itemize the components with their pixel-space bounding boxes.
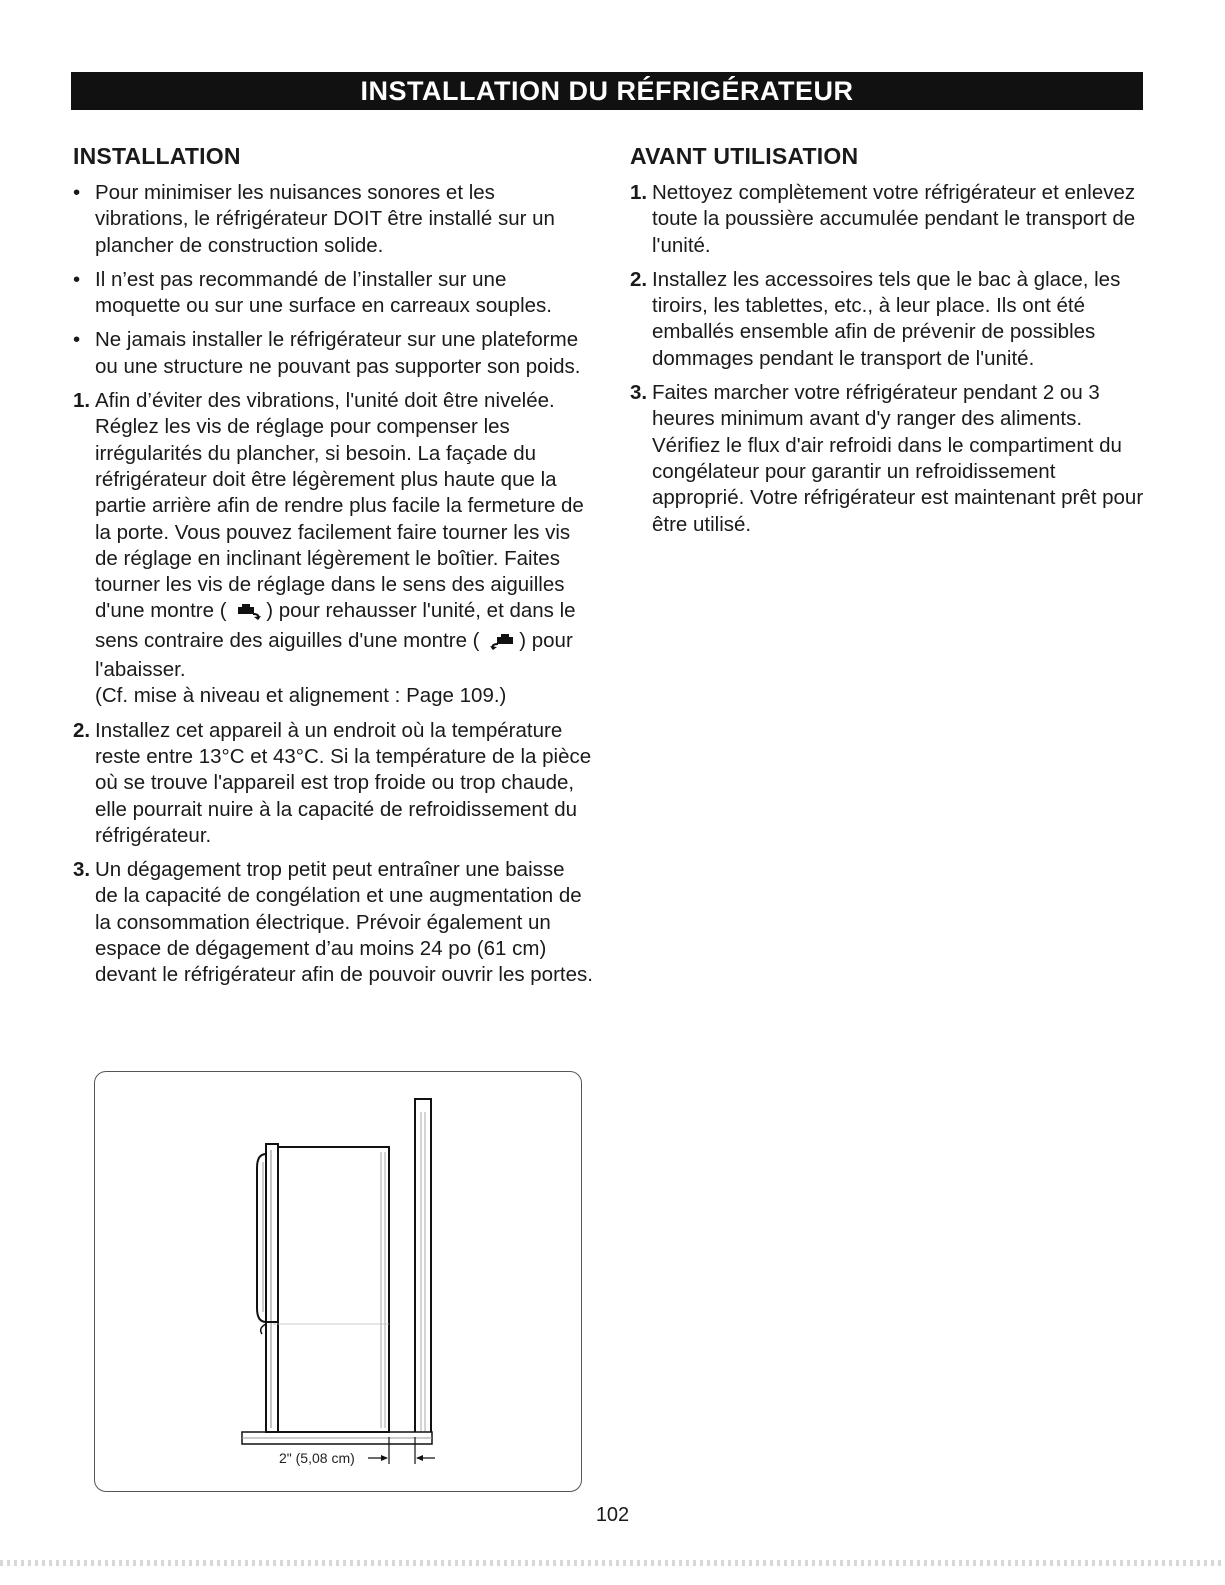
installation-section	[73, 143, 593, 997]
numbered-item	[630, 180, 1150, 259]
bullet-item	[73, 267, 593, 320]
item-text: Un dégagement trop petit peut entraîner une baisse de la capacité de congélation et une augmentation de la consommation électrique. Prévoir également un espace de dégagement d’au moins 24 po (61 cm) devant le réfrigérateur afin de pouvoir ouvrir les portes.	[95, 858, 593, 987]
bullet-text: Ne jamais installer le réfrigérateur sur une plateforme ou une structure ne pouvant pas supporter son poids.	[95, 328, 581, 378]
door-handle	[257, 1154, 266, 1322]
clockwise-arrow-icon	[234, 601, 264, 627]
bullet-text: Pour minimiser les nuisances sonores et les vibrations, le réfrigérateur DOIT être installé sur un plancher de construction solide.	[95, 181, 555, 257]
bullet-mark: •	[73, 328, 81, 352]
item-number: 1.	[630, 181, 648, 204]
refrigerator-body	[273, 1147, 389, 1432]
clearance-diagram	[94, 1071, 582, 1492]
refrigerator-clearance-illustration	[95, 1072, 583, 1493]
item-number: 3.	[630, 381, 648, 405]
numbered-item	[73, 388, 593, 710]
numbered-item	[630, 380, 1150, 538]
item-text: Faites marcher votre réfrigérateur pendant 2 ou 3 heures minimum avant d'y ranger des aliments. Vérifiez le flux d'air refroidi dans le compartiment du congélateur pour garantir un refroidissement approprié. Votre réfrigérateur est maintenant prêt pour être utilisé.	[652, 381, 1144, 536]
numbered-item	[73, 718, 593, 849]
item-number: 3.	[73, 858, 91, 882]
avant-utilisation-section	[630, 143, 1150, 546]
page-banner	[71, 72, 1143, 110]
item-text: Installez cet appareil à un endroit où la température reste entre 13°C et 43°C. Si la température de la pièce où se trouve l'appareil est trop froide ou trop chaude, elle pourrait nuire à la capacité de refroidissement du réfrigérateur.	[95, 718, 592, 847]
item-text: Nettoyez complètement votre réfrigérateur et enlevez toute la poussière accumulée pendant le transport de l'unité.	[652, 181, 1136, 257]
refrigerator-door	[266, 1144, 278, 1432]
numbered-item	[73, 857, 593, 988]
item-text: Installez les accessoires tels que le bac à glace, les tiroirs, les tablettes, etc., à leur place. Ils ont été emballés ensemble afin de prévenir de possibles dommages pendant le transport de l'unité.	[652, 267, 1121, 370]
clearance-dimension-label: 2" (5,08 cm)	[279, 1450, 355, 1466]
bullet-item	[73, 180, 593, 259]
counterclockwise-arrow-icon	[487, 631, 517, 657]
banner-title: INSTALLATION DU RÉFRIGÉRATEUR	[360, 75, 854, 106]
item-number: 1.	[73, 389, 91, 413]
bullet-mark: •	[73, 267, 81, 291]
item-text-part-c: ) pour l'abaisser.	[95, 628, 573, 682]
bullet-mark: •	[73, 181, 81, 204]
scan-edge-artifact	[0, 1560, 1225, 1566]
bullet-text: Il n’est pas recommandé de l’installer sur une moquette ou sur une surface en carreaux souples.	[95, 267, 552, 318]
wall-outline	[415, 1099, 431, 1439]
item-number: 2.	[630, 267, 648, 291]
installation-heading: INSTALLATION	[73, 143, 241, 169]
numbered-item	[630, 267, 1150, 372]
item-text-part-a: Afin d’éviter des vibrations, l'unité doit être nivelée. Réglez les vis de réglage pour compenser les irrégularités du plancher, si besoin. La façade du réfrigérateur doit être légèrement plus haute que la partie arrière afin de rendre plus facile la fermeture de la porte. Vous pouvez facilement faire tourner les vis de réglage en inclinant légèrement le boîtier. Faites tourner les vis de réglage dans le sens des aiguilles d'une montre (	[95, 389, 584, 623]
item-number: 2.	[73, 718, 91, 742]
page-reference-note: (Cf. mise à niveau et alignement : Page 109.)	[95, 684, 507, 708]
avant-utilisation-heading: AVANT UTILISATION	[630, 143, 859, 169]
bullet-item	[73, 327, 593, 380]
page-number: 102	[595, 1504, 630, 1526]
item-text-part-b: ) pour rehausser l'unité, et dans le sens contraire des aiguilles d'une montre (	[95, 599, 576, 652]
